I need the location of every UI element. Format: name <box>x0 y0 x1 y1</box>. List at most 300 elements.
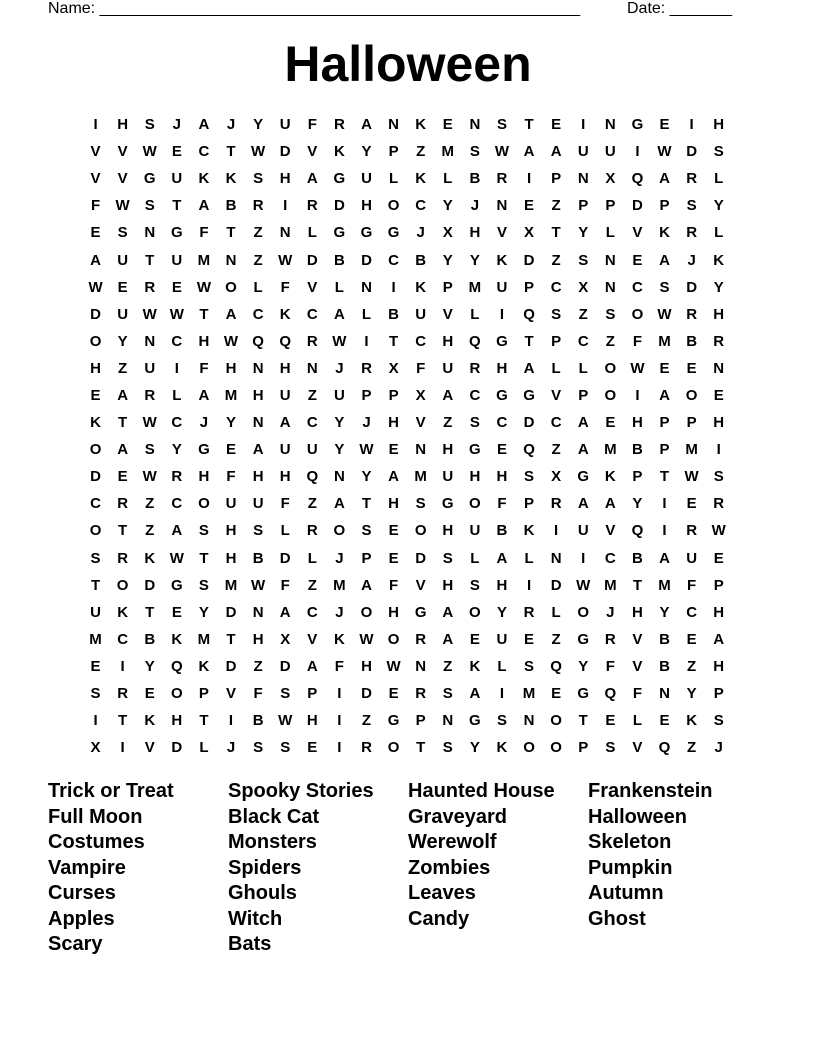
grid-letter: G <box>469 441 481 459</box>
grid-letter: R <box>686 305 698 323</box>
grid-letter: D <box>225 603 237 621</box>
grid-letter: E <box>171 278 182 296</box>
grid-letter: R <box>171 468 183 486</box>
grid-letter: E <box>686 630 697 648</box>
word-item: Leaves <box>408 882 476 904</box>
grid-letter: V <box>117 143 128 161</box>
grid-letter: L <box>307 224 317 242</box>
word-bank <box>48 779 768 958</box>
grid-letter: R <box>523 603 535 621</box>
word-item: Apples <box>48 907 115 930</box>
grid-letter: V <box>496 224 507 242</box>
grid-letter: O <box>89 441 102 459</box>
grid-row <box>82 382 732 409</box>
word-item: Werewolf <box>408 831 497 853</box>
grid-letter: C <box>496 414 508 432</box>
grid-letter: V <box>415 414 426 432</box>
grid-letter: O <box>360 603 373 621</box>
grid-letter: E <box>605 712 616 730</box>
grid-letter: N <box>604 251 616 269</box>
grid-letter: V <box>442 305 453 323</box>
grid-letter: P <box>361 549 372 567</box>
grid-letter: A <box>659 549 670 567</box>
grid-letter: A <box>225 305 237 323</box>
grid-letter: W <box>359 441 374 459</box>
grid-letter: L <box>334 278 344 296</box>
word-item: Spooky Stories <box>228 780 374 802</box>
grid-letter: U <box>117 251 129 269</box>
grid-letter: V <box>307 143 318 161</box>
grid-letter: S <box>442 739 453 757</box>
grid-letter: I <box>337 712 342 730</box>
grid-letter: X <box>415 386 426 404</box>
grid-letter: U <box>225 495 237 513</box>
grid-letter: P <box>524 495 535 513</box>
grid-letter: Q <box>252 332 264 350</box>
grid-letter: E <box>686 359 697 377</box>
grid-letter: O <box>523 739 535 757</box>
grid-letter: E <box>90 224 101 242</box>
grid-letter: S <box>198 576 209 594</box>
grid-letter: G <box>577 685 590 703</box>
grid-letter: G <box>387 712 400 730</box>
word-item: Haunted House <box>408 780 555 802</box>
grid-letter: G <box>170 576 183 594</box>
grid-letter: Y <box>361 468 372 486</box>
grid-letter: K <box>117 603 129 621</box>
grid-row <box>82 517 732 544</box>
grid-letter: E <box>388 685 399 703</box>
grid-letter: I <box>662 495 667 513</box>
grid-letter: E <box>171 603 182 621</box>
grid-letter: W <box>251 576 266 594</box>
grid-letter: C <box>90 495 101 513</box>
grid-letter: G <box>198 441 210 459</box>
grid-letter: S <box>713 712 724 730</box>
grid-letter: O <box>604 386 617 404</box>
grid-letter: W <box>142 143 157 161</box>
grid-letter: Q <box>523 441 535 459</box>
grid-letter: F <box>199 359 209 377</box>
grid-letter: A <box>333 495 345 513</box>
grid-letter: W <box>657 305 672 323</box>
grid-letter: P <box>415 712 426 730</box>
grid-letter: P <box>388 143 399 161</box>
grid-letter: G <box>496 332 508 350</box>
grid-letter: I <box>635 386 640 404</box>
grid-letter: O <box>198 495 210 513</box>
grid-letter: Y <box>713 278 724 296</box>
grid-letter: H <box>442 441 454 459</box>
grid-letter: L <box>253 278 263 296</box>
grid-letter: H <box>225 359 237 377</box>
grid-letter: L <box>388 170 399 188</box>
grid-letter: B <box>252 712 264 730</box>
grid-letter: P <box>361 386 372 404</box>
grid-letter: M <box>468 278 482 296</box>
grid-letter: F <box>632 685 642 703</box>
grid-letter: C <box>550 278 562 296</box>
grid-letter: R <box>306 522 318 540</box>
grid-letter: F <box>632 332 642 350</box>
grid-letter: O <box>550 712 562 730</box>
grid-letter: D <box>333 197 345 215</box>
grid-letter: E <box>605 414 616 432</box>
grid-letter: U <box>279 441 291 459</box>
grid-letter: K <box>496 251 508 269</box>
grid-letter: T <box>172 197 182 215</box>
grid-letter: W <box>142 305 157 323</box>
grid-letter: M <box>224 576 238 594</box>
grid-letter: L <box>524 549 534 567</box>
grid-letter: L <box>443 170 453 188</box>
grid-letter: R <box>415 630 427 648</box>
grid-letter: A <box>117 386 129 404</box>
grid-letter: O <box>387 630 400 648</box>
grid-letter: P <box>442 278 453 296</box>
grid-letter: I <box>364 332 369 350</box>
grid-row <box>82 545 732 572</box>
word-item: Spiders <box>228 856 302 879</box>
grid-letter: G <box>496 386 508 404</box>
grid-letter: E <box>496 441 507 459</box>
grid-letter: T <box>226 630 236 648</box>
grid-row <box>82 138 732 165</box>
grid-letter: B <box>659 630 670 648</box>
grid-letter: B <box>659 657 670 675</box>
grid-row <box>82 409 732 436</box>
grid-letter: V <box>632 224 643 242</box>
grid-letter: C <box>577 332 589 350</box>
grid-letter: M <box>658 332 671 350</box>
grid-letter: N <box>713 359 725 377</box>
grid-letter: A <box>659 251 670 269</box>
grid-letter: E <box>524 197 535 215</box>
grid-letter: S <box>90 549 101 567</box>
grid-letter: R <box>550 495 562 513</box>
grid-letter: W <box>115 197 130 215</box>
grid-letter: P <box>713 685 724 703</box>
grid-letter: A <box>713 630 725 648</box>
grid-letter: N <box>550 549 562 567</box>
grid-letter: K <box>225 170 237 188</box>
grid-letter: N <box>604 116 616 134</box>
grid-letter: N <box>415 657 427 675</box>
grid-letter: I <box>526 576 532 594</box>
grid-letter: O <box>116 576 129 594</box>
grid-letter: H <box>632 414 643 432</box>
grid-letter: I <box>228 712 234 730</box>
grid-letter: T <box>632 576 642 594</box>
grid-letter: A <box>577 441 589 459</box>
grid-letter: Z <box>307 576 317 594</box>
grid-letter: F <box>687 576 697 594</box>
grid-letter: J <box>226 739 236 757</box>
grid-letter: J <box>362 414 371 432</box>
grid-letter: Z <box>118 359 128 377</box>
grid-letter: B <box>252 549 264 567</box>
grid-letter: Q <box>306 468 319 486</box>
grid-letter: U <box>415 305 427 323</box>
grid-letter: Y <box>659 603 670 621</box>
grid-letter: D <box>361 685 372 703</box>
grid-letter: U <box>306 441 318 459</box>
grid-letter: M <box>522 685 536 703</box>
grid-letter: I <box>635 143 640 161</box>
grid-letter: P <box>659 414 670 432</box>
grid-letter: F <box>280 278 290 296</box>
grid-letter: S <box>280 739 291 757</box>
grid-letter: W <box>169 549 184 567</box>
grid-row <box>82 572 732 599</box>
grid-letter: I <box>689 116 694 134</box>
grid-letter: H <box>361 657 372 675</box>
grid-letter: W <box>332 332 347 350</box>
grid-letter: C <box>686 603 698 621</box>
grid-letter: P <box>713 576 724 594</box>
grid-letter: A <box>198 386 210 404</box>
grid-letter: F <box>226 468 236 486</box>
grid-letter: X <box>524 224 535 242</box>
grid-letter: N <box>361 278 372 296</box>
grid-letter: I <box>93 712 98 730</box>
grid-letter: A <box>333 305 345 323</box>
grid-row <box>82 274 732 301</box>
grid-letter: A <box>198 197 210 215</box>
grid-letter: L <box>551 359 561 377</box>
grid-letter: S <box>469 414 480 432</box>
grid-letter: B <box>632 441 643 459</box>
grid-letter: S <box>442 549 453 567</box>
grid-letter: F <box>199 224 209 242</box>
word-column <box>48 779 228 958</box>
grid-letter: I <box>93 116 98 134</box>
grid-letter: B <box>388 305 399 323</box>
grid-letter: S <box>253 522 264 540</box>
grid-letter: S <box>117 224 128 242</box>
grid-letter: L <box>199 739 209 757</box>
grid-letter: S <box>496 712 507 730</box>
grid-letter: I <box>391 278 396 296</box>
word-item: Ghost <box>588 907 646 930</box>
grid-letter: U <box>279 386 291 404</box>
grid-letter: M <box>441 143 455 161</box>
grid-letter: K <box>523 522 535 540</box>
grid-letter: I <box>581 116 586 134</box>
grid-letter: Z <box>687 739 697 757</box>
grid-letter: D <box>550 576 562 594</box>
grid-letter: K <box>713 251 725 269</box>
grid-letter: G <box>631 116 644 134</box>
grid-letter: T <box>551 224 561 242</box>
word-item: Candy <box>408 907 470 930</box>
grid-letter: W <box>576 576 591 594</box>
grid-letter: D <box>523 251 535 269</box>
grid-letter: I <box>716 441 721 459</box>
grid-letter: U <box>496 630 508 648</box>
grid-row <box>82 463 732 490</box>
grid-letter: L <box>361 305 372 323</box>
grid-letter: S <box>415 495 426 513</box>
grid-letter: P <box>307 685 318 703</box>
grid-letter: E <box>388 522 399 540</box>
grid-letter: I <box>499 305 505 323</box>
grid-letter: S <box>280 685 291 703</box>
grid-letter: S <box>144 197 155 215</box>
grid-letter: A <box>252 441 264 459</box>
word-column <box>408 779 588 958</box>
grid-letter: L <box>470 305 480 323</box>
grid-row <box>82 653 732 680</box>
grid-letter: X <box>280 630 291 648</box>
grid-letter: H <box>469 224 481 242</box>
grid-letter: Y <box>686 685 697 703</box>
grid-letter: R <box>144 278 156 296</box>
grid-letter: W <box>630 359 645 377</box>
grid-letter: A <box>306 170 318 188</box>
grid-letter: I <box>174 359 179 377</box>
grid-letter: I <box>662 522 667 540</box>
grid-letter: T <box>145 603 155 621</box>
grid-letter: L <box>551 603 561 621</box>
grid-letter: O <box>170 685 183 703</box>
grid-letter: D <box>523 414 535 432</box>
grid-letter: E <box>524 630 535 648</box>
grid-letter: H <box>171 712 183 730</box>
grid-letter: J <box>416 224 425 242</box>
grid-letter: Z <box>443 414 453 432</box>
grid-letter: Z <box>253 251 263 269</box>
grid-letter: N <box>144 224 156 242</box>
grid-letter: V <box>144 739 155 757</box>
grid-letter: P <box>605 197 616 215</box>
grid-letter: U <box>90 603 101 621</box>
grid-letter: C <box>632 278 643 296</box>
grid-letter: I <box>499 685 505 703</box>
grid-letter: P <box>388 386 399 404</box>
word-item: Frankenstein <box>588 780 713 802</box>
grid-letter: Y <box>171 441 182 459</box>
grid-letter: F <box>416 359 426 377</box>
grid-letter: T <box>90 576 101 594</box>
grid-letter: G <box>523 386 535 404</box>
grid-letter: H <box>361 197 372 215</box>
grid-letter: C <box>198 143 210 161</box>
grid-letter: W <box>88 278 103 296</box>
grid-letter: U <box>171 251 183 269</box>
grid-letter: K <box>279 305 291 323</box>
grid-row <box>82 301 732 328</box>
grid-letter: Y <box>578 224 589 242</box>
grid-letter: O <box>550 739 562 757</box>
page-title: Halloween <box>284 36 532 92</box>
grid-letter: Y <box>198 603 209 621</box>
grid-letter: E <box>659 116 670 134</box>
grid-letter: H <box>198 468 210 486</box>
grid-letter: Q <box>631 522 644 540</box>
grid-letter: I <box>337 739 342 757</box>
grid-row <box>82 734 732 761</box>
grid-letter: K <box>415 170 427 188</box>
grid-row <box>82 355 732 382</box>
grid-letter: K <box>686 712 698 730</box>
grid-letter: E <box>171 143 182 161</box>
grid-letter: P <box>578 739 589 757</box>
grid-letter: Z <box>551 441 561 459</box>
grid-letter: H <box>252 386 264 404</box>
grid-letter: A <box>171 522 183 540</box>
grid-letter: F <box>253 685 263 703</box>
grid-letter: D <box>415 549 427 567</box>
grid-letter: S <box>90 685 101 703</box>
grid-letter: M <box>604 576 617 594</box>
grid-row <box>82 599 732 626</box>
grid-letter: E <box>686 495 697 513</box>
grid-letter: H <box>442 332 454 350</box>
grid-letter: D <box>306 251 318 269</box>
grid-letter: H <box>442 576 454 594</box>
grid-letter: E <box>713 549 724 567</box>
grid-letter: D <box>632 197 643 215</box>
grid-letter: R <box>117 549 129 567</box>
grid-letter: J <box>606 603 615 621</box>
grid-letter: Z <box>551 251 561 269</box>
grid-letter: A <box>279 603 291 621</box>
grid-letter: P <box>659 197 670 215</box>
grid-row <box>82 192 732 219</box>
grid-letter: A <box>577 414 589 432</box>
grid-letter: I <box>120 739 125 757</box>
grid-letter: O <box>604 359 617 377</box>
grid-letter: U <box>496 278 508 296</box>
grid-letter: N <box>469 116 481 134</box>
grid-letter: E <box>713 386 724 404</box>
grid-letter: O <box>685 386 698 404</box>
grid-letter: F <box>605 657 615 675</box>
grid-letter: R <box>713 495 725 513</box>
grid-letter: G <box>441 495 454 513</box>
grid-row <box>82 680 732 707</box>
grid-letter: L <box>497 657 507 675</box>
grid-letter: G <box>469 712 481 730</box>
grid-letter: K <box>198 170 210 188</box>
grid-letter: Z <box>253 657 263 675</box>
grid-letter: E <box>144 685 155 703</box>
grid-letter: I <box>283 197 288 215</box>
grid-row <box>82 328 732 355</box>
grid-letter: U <box>144 359 156 377</box>
grid-letter: T <box>199 305 209 323</box>
grid-letter: C <box>469 386 481 404</box>
grid-letter: H <box>496 359 508 377</box>
grid-letter: U <box>686 549 698 567</box>
grid-letter: T <box>361 495 372 513</box>
grid-letter: N <box>252 359 264 377</box>
grid-letter: Y <box>361 143 372 161</box>
grid-letter: I <box>581 549 586 567</box>
grid-letter: W <box>684 468 699 486</box>
grid-letter: G <box>577 630 590 648</box>
grid-letter: M <box>658 576 671 594</box>
grid-letter: Z <box>551 197 561 215</box>
word-item: Costumes <box>48 831 145 853</box>
grid-letter: U <box>442 359 454 377</box>
grid-letter: Q <box>279 332 292 350</box>
grid-letter: O <box>414 522 427 540</box>
grid-letter: Z <box>578 305 588 323</box>
grid-letter: V <box>415 576 426 594</box>
grid-letter: S <box>198 522 209 540</box>
